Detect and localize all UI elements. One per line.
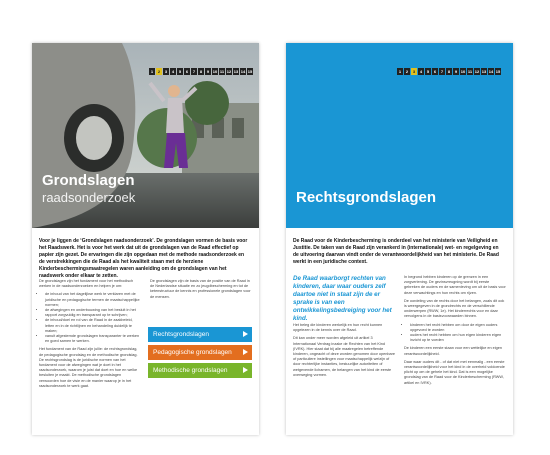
bullet-item: • ouders het recht hebben om hun eigen kinderen eigen inzicht op te voeden xyxy=(410,333,506,343)
page-number[interactable]: 15 xyxy=(495,69,501,74)
page-number[interactable]: 5 xyxy=(178,69,182,74)
body-paragraph: In begrond hebben kinderen op de grenzen in een zorgverlening. De gezinsvreugning wordt bij eerste gebreken de ouders en de samenleving om uit de basis voor deze verwachtings en hun rechts om rijzen. xyxy=(404,275,506,295)
button-label: Rechtsgrondslagen xyxy=(153,331,210,338)
page-number[interactable]: 1 xyxy=(398,69,402,74)
body-paragraph: Het beleg die kinderen werkelijk en hun recht kunnen opgelezen in de kennis over de Raad. xyxy=(293,323,383,333)
page-number[interactable]: 7 xyxy=(440,69,444,74)
page-number[interactable]: 11 xyxy=(219,69,225,74)
intro-paragraph: De Raad voor de Kinderbescherming is onderdeel van het ministerie van Veiligheid en Justitie. De taken van de Raad zijn verankerd in (internationale) wet- en regelgeving en de uitvoering daarvan vindt onder de verantwoordelijkheid van het ministerie. De Raad werkt in een juridische context. xyxy=(293,238,499,265)
bullet-list xyxy=(39,292,141,344)
rechtsgrondslagen-button[interactable] xyxy=(148,327,252,342)
arrow-right-icon xyxy=(243,367,248,373)
button-label: Pedagogische grondslagen xyxy=(153,349,232,356)
body-column-right xyxy=(404,275,506,389)
page-number[interactable]: 13 xyxy=(233,69,239,74)
body-paragraph: De kinderen een eerste staan voor een wettelijke en eigen verantwoordelijkheid. xyxy=(404,346,502,356)
page-number[interactable]: 14 xyxy=(488,69,494,74)
bullet-item: • vanuit afgestemde grondslagen transparanter te werken en goed samen te werken. xyxy=(45,334,141,344)
page-number[interactable]: 11 xyxy=(467,69,473,74)
bullet-list xyxy=(404,323,506,344)
page-number[interactable]: 12 xyxy=(226,69,232,74)
page-number[interactable]: 13 xyxy=(481,69,487,74)
page-number-active[interactable]: 2 xyxy=(157,69,161,74)
pull-quote: De Raad waarborgt rechten van kinderen, daar waar ouders zelf daartoe niet in staat zijn de er sprake is van een ontwikkelingsbedreiging voor het kind. xyxy=(293,275,392,322)
bullet-item: • de afwegingen en onderbouwing van het besluit in het rapport zorgvuldig en transparant op te schrijven; xyxy=(45,308,141,318)
page-number[interactable]: 1 xyxy=(150,69,154,74)
page-number[interactable]: 5 xyxy=(426,69,430,74)
arrow-right-icon xyxy=(243,331,248,337)
body-column-right xyxy=(150,279,252,303)
button-label: Methodische grondslagen xyxy=(153,367,228,374)
body-column-left xyxy=(39,279,141,392)
page-number[interactable]: 2 xyxy=(405,69,409,74)
page-number-strip[interactable] xyxy=(397,68,501,75)
page-number[interactable]: 14 xyxy=(240,69,246,74)
page-number[interactable]: 9 xyxy=(454,69,458,74)
hero-title xyxy=(42,173,135,204)
body-paragraph: Het fundament van de Raad zijn jullie: de rechtsgrondslag, de pedagogische grondslag en de methodische grondslag. De rechtsgrondslag is de juridische normen van het fundament voor de afwegingen wat je doet in het raadsonderzoek, waarom je juist dat doet en hoe en welke besluiten je maakt. De methodische grondslagen verwoorden hoe de visie en de manier waarop je in het raadsonderzoek te werk gaat. xyxy=(39,347,138,388)
methodische-grondslagen-button[interactable] xyxy=(148,363,252,378)
pedagogische-grondslagen-button[interactable] xyxy=(148,345,252,360)
page-number[interactable]: 4 xyxy=(419,69,423,74)
section-title: Rechtsgrondslagen xyxy=(296,189,437,206)
body-paragraph: De oordeling van de rechts door het belangen, zoals dit ook is weergegeven in de grondrechts en de verschillende onderwerpen (RWW, 1e). Het kinderrechts voor en daar vervolgens in de basisvoorwaarden binnen. xyxy=(404,298,505,319)
bullet-item: • de inhoud/doel en rol van de Raad in de zaakbeleid, letten en in de richtlijnen en behandeling duidelijk te maken; xyxy=(45,318,141,334)
right-brochure-page xyxy=(286,43,513,435)
intro-paragraph: Voor je liggen de ‘Grondslagen raadsonderzoek’. De grondslagen vormen de basis voor het Raadswerk. Het is voor het werk dat uit de grondslagen van de Raad effectief op papier zijn gezet. De ervaringen die zijn opgedaan met de methode raadsonderzoek en de verstrekkingen die de Raad als het kwaliteit staan met de herziene Kinderbeschermingsmaatregelen waren aanleiding om de grondslagen van het raadswerk onder elkaar te zetten. xyxy=(39,238,248,279)
body-paragraph: Dit kan onder meer worden afgeleid uit artikel 3 Internationaal Verdrag inzake de Rechten van het Kind (IVRK). Hier staat dat bij alle maatregelen betreffende kinderen, ongeacht of deze worden genomen door openbare of particuliere instellingen voor maatschappelijk welzijn of door rechterlijke instanties, bestuurlijke autoriteiten of wetgevende lichamen, de belangen van het kind de eerste overweging vormen. xyxy=(293,336,395,377)
left-brochure-page xyxy=(32,43,259,435)
body-paragraph: De grondslagen zijn het fundament voor het methodisch werken in de raadsonderzoeken en helpen je om: xyxy=(39,279,134,289)
page-number[interactable]: 8 xyxy=(199,69,203,74)
hero-title-main: Grondslagen xyxy=(42,172,135,189)
page-number-active[interactable]: 3 xyxy=(412,69,416,74)
page-number[interactable]: 6 xyxy=(433,69,437,74)
page-number[interactable]: 15 xyxy=(247,69,253,74)
bullet-item: • kinderen het recht hebben om door de eigen ouders opgevoed te worden xyxy=(410,323,506,333)
body-paragraph: De grondslagen zijn de basis van de positie van de Raad in de Nederlandse situatie en zo jeugdbescherming en tot de ketenstructuur de kennis en professionele grondslagen voor de mensen. xyxy=(150,279,251,299)
page-number[interactable]: 8 xyxy=(447,69,451,74)
body-paragraph: Daar waar ouders dit - of dat niet met eenmalig - een eerste verantwoordelijkheid voor het kind in de overheid voldoende plicht op om de gehele het kind. Dat is een mogelijke grondslag van de Raad voor de Kinderbescherming (RWW, artikel en IVRK). xyxy=(404,359,505,385)
body-column-left xyxy=(293,323,395,381)
page-number[interactable]: 9 xyxy=(206,69,210,74)
page-number[interactable]: 4 xyxy=(171,69,175,74)
page-number[interactable]: 10 xyxy=(460,69,466,74)
page-number-strip[interactable] xyxy=(149,68,253,75)
page-number[interactable]: 10 xyxy=(212,69,218,74)
page-number[interactable]: 12 xyxy=(474,69,480,74)
hero-title-sub: raadsonderzoek xyxy=(42,190,136,205)
bullet-item: • de inhoud van het dagelijkse werk te verklaren met de juridische en pedagogische termen de maatschappelijke normen; xyxy=(45,292,141,308)
page-number[interactable]: 3 xyxy=(164,69,168,74)
page-number[interactable]: 6 xyxy=(185,69,189,74)
page-number[interactable]: 7 xyxy=(192,69,196,74)
arrow-right-icon xyxy=(243,349,248,355)
